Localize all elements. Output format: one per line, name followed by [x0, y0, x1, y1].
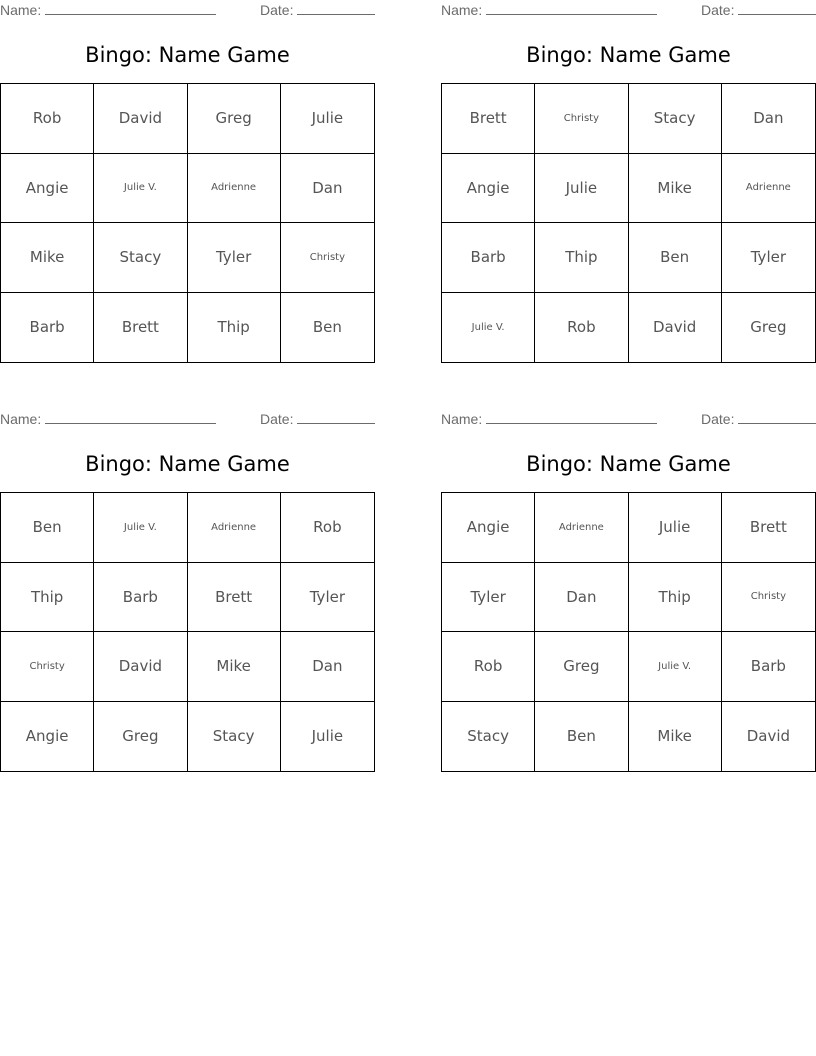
date-field	[260, 411, 375, 427]
date-blank-line[interactable]	[297, 411, 375, 424]
date-label: Date:	[701, 2, 735, 18]
bingo-cell[interactable]: Brett	[94, 293, 187, 363]
bingo-cell[interactable]: Tyler	[442, 563, 535, 633]
date-label: Date:	[701, 411, 735, 427]
bingo-cell[interactable]: Julie	[281, 84, 374, 154]
bingo-cell[interactable]: Thip	[629, 563, 722, 633]
card-header	[441, 2, 816, 18]
bingo-card-3	[0, 409, 375, 772]
bingo-cell[interactable]: Ben	[312, 318, 342, 337]
bingo-cell[interactable]: Dan	[281, 154, 374, 224]
bingo-cell[interactable]: Christy	[281, 223, 374, 293]
date-field	[701, 2, 816, 18]
bingo-cell[interactable]: Barb	[442, 223, 535, 293]
bingo-cell[interactable]: Tyler	[722, 223, 815, 293]
card-header	[0, 411, 375, 427]
name-label: Name:	[441, 2, 483, 18]
bingo-cell[interactable]: Stacy	[629, 84, 722, 154]
bingo-cell[interactable]: Angie	[1, 702, 94, 772]
bingo-cell[interactable]: Stacy	[94, 223, 187, 293]
name-field	[441, 2, 657, 18]
name-blank-line[interactable]	[45, 2, 216, 15]
bingo-cell[interactable]: Angie	[442, 493, 535, 563]
bingo-cell[interactable]: Rob	[281, 493, 374, 563]
bingo-cell[interactable]: Adrienne	[722, 154, 815, 224]
name-field	[0, 2, 216, 18]
bingo-cell[interactable]: Stacy	[442, 702, 535, 772]
bingo-cell[interactable]: Brett	[188, 563, 281, 633]
bingo-cell[interactable]: Julie V.	[94, 154, 187, 224]
bingo-cell[interactable]: Julie V.	[94, 493, 187, 563]
bingo-cell[interactable]: Angie	[1, 154, 94, 224]
bingo-cell[interactable]: Julie	[535, 154, 628, 224]
name-label: Name:	[0, 411, 42, 427]
name-blank-line[interactable]	[45, 411, 216, 424]
bingo-cell[interactable]: Rob	[1, 84, 94, 154]
bingo-cell[interactable]: Brett	[442, 84, 535, 154]
name-field	[441, 411, 657, 427]
bingo-grid	[0, 83, 375, 363]
card-title: Bingo: Name Game	[526, 43, 731, 67]
bingo-cell[interactable]: Dan	[535, 563, 628, 633]
bingo-cell[interactable]: Barb	[722, 632, 815, 702]
card-header	[441, 411, 816, 427]
bingo-cell[interactable]: Julie V.	[442, 293, 535, 363]
bingo-cell[interactable]: Stacy	[188, 702, 281, 772]
card-title: Bingo: Name Game	[85, 43, 290, 67]
bingo-cell[interactable]: Barb	[1, 293, 94, 363]
bingo-cell[interactable]: Adrienne	[535, 493, 628, 563]
bingo-cell[interactable]: Ben	[629, 223, 722, 293]
name-field	[0, 411, 216, 427]
card-title: Bingo: Name Game	[85, 452, 290, 476]
bingo-cell[interactable]: Adrienne	[188, 493, 281, 563]
bingo-cell[interactable]: David	[94, 632, 187, 702]
bingo-cell[interactable]: Mike	[629, 702, 722, 772]
date-label: Date:	[260, 2, 294, 18]
bingo-cell[interactable]: Dan	[722, 84, 815, 154]
bingo-cell[interactable]: Adrienne	[188, 154, 281, 224]
name-label: Name:	[0, 2, 42, 18]
bingo-cell[interactable]: Julie V.	[629, 632, 722, 702]
bingo-card-2	[441, 0, 816, 363]
bingo-cell[interactable]: Thip	[1, 563, 94, 633]
bingo-cell[interactable]: Christy	[1, 632, 94, 702]
bingo-cell[interactable]: Ben	[1, 493, 94, 563]
date-field	[260, 2, 375, 18]
card-header	[0, 2, 375, 18]
bingo-cell[interactable]: Greg	[188, 84, 281, 154]
bingo-cell[interactable]: Barb	[94, 563, 187, 633]
bingo-cell[interactable]: Rob	[442, 632, 535, 702]
bingo-cell[interactable]: David	[629, 293, 722, 363]
date-field	[701, 411, 816, 427]
bingo-cell[interactable]: Greg	[750, 318, 787, 337]
bingo-grid	[0, 492, 375, 772]
bingo-cell[interactable]: Tyler	[188, 223, 281, 293]
bingo-cell[interactable]: Mike	[1, 223, 94, 293]
bingo-cell[interactable]: Christy	[535, 84, 628, 154]
bingo-grid	[441, 83, 816, 363]
bingo-cell[interactable]: Mike	[629, 154, 722, 224]
bingo-cell[interactable]: David	[94, 84, 187, 154]
date-blank-line[interactable]	[738, 2, 816, 15]
bingo-cell[interactable]: Rob	[535, 293, 628, 363]
bingo-card-4	[441, 409, 816, 772]
date-blank-line[interactable]	[297, 2, 375, 15]
bingo-cell[interactable]: Thip	[535, 223, 628, 293]
bingo-cell[interactable]: Tyler	[281, 563, 374, 633]
card-title: Bingo: Name Game	[526, 452, 731, 476]
bingo-cell[interactable]: Mike	[188, 632, 281, 702]
bingo-cell[interactable]: Julie	[311, 727, 344, 746]
bingo-cell[interactable]: Greg	[94, 702, 187, 772]
name-blank-line[interactable]	[486, 411, 657, 424]
bingo-card-1	[0, 0, 375, 363]
bingo-cell[interactable]: Angie	[442, 154, 535, 224]
bingo-grid	[441, 492, 816, 772]
bingo-cell[interactable]: Ben	[535, 702, 628, 772]
name-blank-line[interactable]	[486, 2, 657, 15]
bingo-cell[interactable]: Brett	[722, 493, 815, 563]
bingo-cell[interactable]: David	[746, 727, 791, 746]
name-label: Name:	[441, 411, 483, 427]
bingo-cell[interactable]: Christy	[722, 563, 815, 633]
date-blank-line[interactable]	[738, 411, 816, 424]
bingo-cell[interactable]: Thip	[188, 293, 281, 363]
bingo-cell[interactable]: Julie	[629, 493, 722, 563]
bingo-cell[interactable]: Greg	[535, 632, 628, 702]
bingo-cell[interactable]: Dan	[281, 632, 374, 702]
date-label: Date:	[260, 411, 294, 427]
